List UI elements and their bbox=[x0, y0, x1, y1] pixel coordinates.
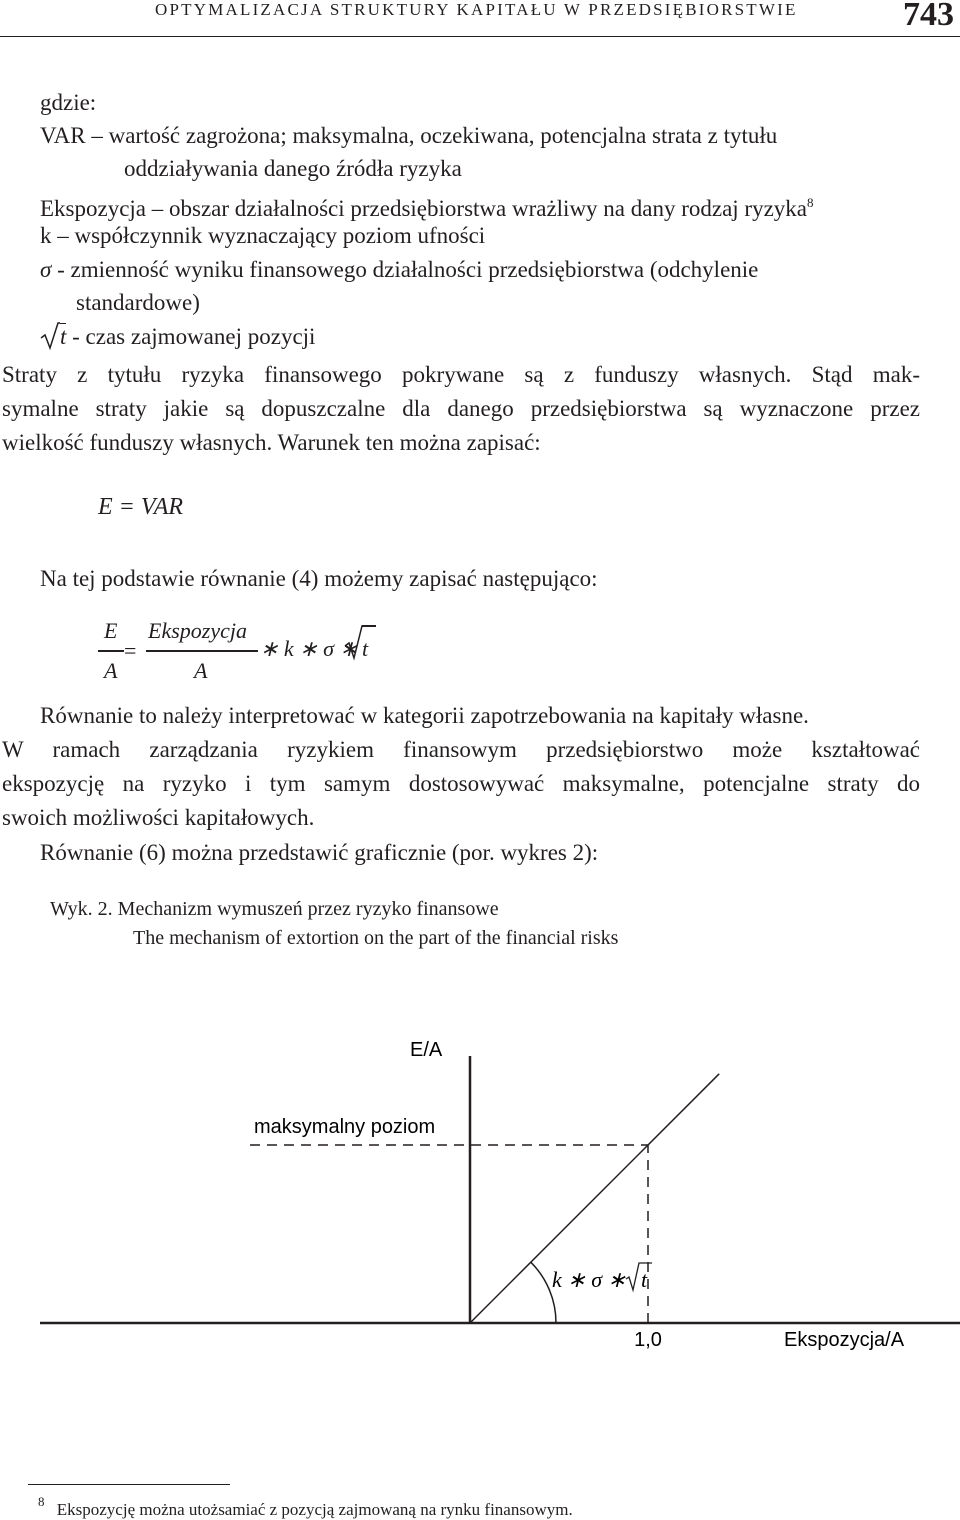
definitions-intro: gdzie: bbox=[40, 90, 97, 115]
eq2-radicand: t bbox=[362, 636, 369, 661]
eq2-num-right: Ekspozycja bbox=[148, 618, 247, 643]
max-level-label: maksymalny poziom bbox=[254, 1116, 436, 1138]
slope-radicand: t bbox=[641, 1267, 648, 1292]
paragraph-4: Równanie (6) można przedstawić graficznie (por. wykres 2): bbox=[40, 840, 599, 865]
footnote-text: Ekspozycję można utożsamiać z pozycją zajmowaną na rynku finansowym. bbox=[56, 1500, 573, 1519]
eq2-sqrt-sign-icon bbox=[344, 622, 364, 662]
definition-sqrt-t bbox=[40, 320, 315, 353]
definition-var: VAR – wartość zagrożona; maksymalna, oczekiwana, potencjalna strata z tytułu bbox=[40, 123, 778, 148]
footnote-mark: 8 bbox=[38, 1494, 45, 1509]
sqrt-sign-icon bbox=[40, 321, 60, 351]
x-tick-label: 1,0 bbox=[634, 1329, 662, 1351]
risk-mechanism-chart bbox=[0, 1000, 960, 1380]
header-rule bbox=[0, 36, 960, 37]
paragraph-1-line-3: wielkość funduszy własnych. Warunek ten można zapisać: bbox=[2, 430, 541, 455]
definition-k: k – współczynnik wyznaczający poziom ufności bbox=[40, 223, 486, 248]
definition-sigma-cont: standardowe) bbox=[76, 290, 200, 315]
sqrt-t-symbol: t bbox=[60, 324, 67, 349]
eq2-frac-bar-right bbox=[146, 650, 258, 652]
eq2-tail: ∗ k ∗ σ ∗ bbox=[260, 636, 358, 661]
definition-exposure-text: Ekspozycja – obszar działalności przedsiębiorstwa wrażliwy na dany rodzaj ryzyka bbox=[40, 196, 808, 221]
paragraph-3-line-3: ekspozycję na ryzyko i tym samym dostosowywać maksymalne, potencjalne straty do bbox=[2, 771, 920, 796]
definition-sqrt-t-text: - czas zajmowanej pozycji bbox=[66, 324, 316, 349]
equation-2 bbox=[96, 614, 396, 694]
eq2-num-left: E bbox=[104, 618, 118, 643]
paragraph-2: Na tej podstawie równanie (4) możemy zapisać następująco: bbox=[40, 566, 598, 591]
slope-label: k ∗ σ ∗ bbox=[552, 1267, 626, 1292]
page-number: 743 bbox=[903, 0, 954, 33]
x-axis-label: Ekspozycja/A bbox=[784, 1329, 905, 1351]
definition-var-cont: oddziaływania danego źródła ryzyka bbox=[124, 156, 462, 181]
sigma-symbol: σ bbox=[40, 257, 52, 282]
equation-e-var: E = VAR bbox=[98, 494, 184, 520]
paragraph-3-line-4: swoich możliwości kapitałowych. bbox=[2, 805, 315, 830]
y-axis-label: E/A bbox=[410, 1039, 443, 1061]
definition-sigma-text: - zmienność wyniku finansowego działalności przedsiębiorstwa (odchylenie bbox=[51, 257, 759, 282]
running-title: OPTYMALIZACJA STRUKTURY KAPITAŁU W PRZEDSIĘBIORSTWIE bbox=[155, 0, 798, 19]
figure-caption-pl: Wyk. 2. Mechanizm wymuszeń przez ryzyko finansowe bbox=[50, 898, 499, 920]
eq2-den-left: A bbox=[104, 658, 118, 683]
figure-caption-en: The mechanism of extortion on the part of the financial risks bbox=[133, 927, 619, 949]
eq2-frac-bar-left bbox=[98, 650, 124, 652]
eq2-equals: = bbox=[124, 638, 137, 663]
eq2-den-right: A bbox=[194, 658, 208, 683]
paragraph-1-line-2: symalne straty jakie są dopuszczalne dla danego przedsiębiorstwa są wyznaczone przez bbox=[2, 396, 920, 421]
paragraph-1-line-1: Straty z tytułu ryzyka finansowego pokrywane są z funduszy własnych. Stąd mak- bbox=[2, 362, 920, 387]
eq2-sqrt-bar bbox=[362, 625, 376, 627]
definition-sigma bbox=[40, 253, 758, 286]
paragraph-3-line-2: W ramach zarządzania ryzykiem finansowym przedsiębiorstwo może kształtować bbox=[2, 737, 920, 762]
paragraph-3-line-1: Równanie to należy interpretować w kategorii zapotrzebowania na kapitały własne. bbox=[40, 703, 809, 728]
footnote-ref: 8 bbox=[807, 195, 814, 210]
footnote bbox=[38, 1494, 573, 1520]
footnote-rule bbox=[28, 1484, 230, 1485]
